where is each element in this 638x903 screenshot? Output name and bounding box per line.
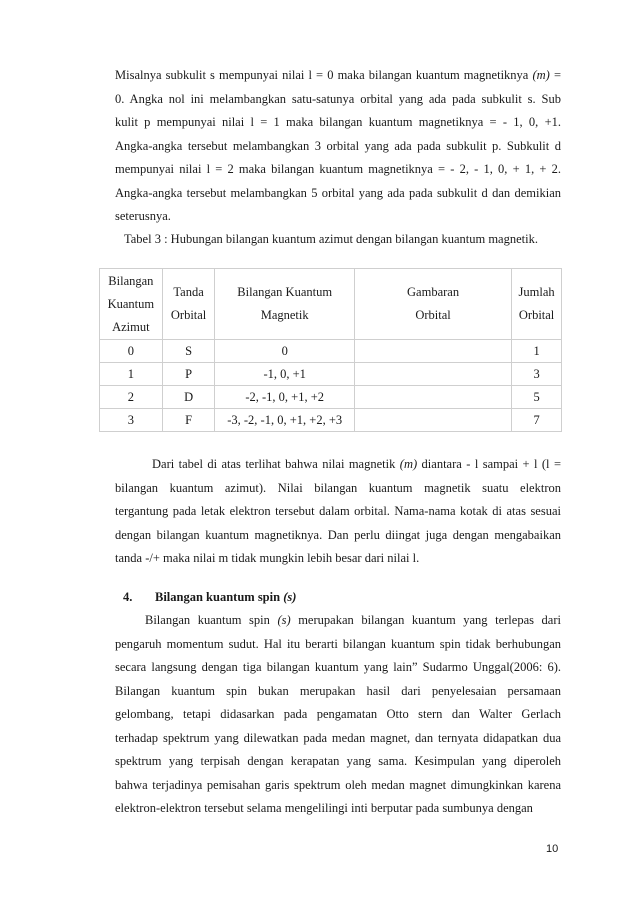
table-cell: 7 <box>512 409 562 432</box>
text-line: mempunyai nilai l = 2 maka bilangan kuantum magnetiknya = - 2, - 1, 0, + 1, + 2. <box>115 162 561 176</box>
table-cell: 3 <box>512 363 562 386</box>
table-cell: 0 <box>215 340 354 363</box>
table-caption: Tabel 3 : Hubungan bilangan kuantum azimut dengan bilangan kuantum magnetik. <box>124 232 538 246</box>
table-cell: 0 <box>100 340 163 363</box>
section-title: Bilangan kuantum spin (s) <box>155 590 297 604</box>
text-line: kulit p mempunyai nilai l = 1 maka bilangan kuantum magnetiknya = - 1, 0, +1. <box>115 115 561 129</box>
text-line: elektron-elektron tersebut selama mengelilingi inti berputar pada sumbunya dengan <box>115 801 533 815</box>
text-line: Dari tabel di atas terlihat bahwa nilai magnetik (m) diantara - l sampai + l (l = <box>152 457 561 471</box>
table-cell: 1 <box>512 340 562 363</box>
text-line: Angka-angka tersebut melambangkan 3 orbital yang ada pada subkulit p. Subkulit d <box>115 138 561 153</box>
header-azimuthal: Bilangan Kuantum Azimut <box>100 269 163 340</box>
text-line: pengaruh momentum sudut. Hal itu berarti bilangan kuantum spin tidak berhubungan <box>115 636 561 651</box>
header-orbital-picture: Gambaran Orbital <box>354 269 511 340</box>
table-cell: P <box>162 363 215 386</box>
header-orbital-count: Jumlah Orbital <box>512 269 562 340</box>
text-line: tergantung pada letak elektron tersebut dalam orbital. Nama-nama kotak di atas sesuai <box>115 504 561 518</box>
paragraph-magnetic-intro <box>115 64 561 229</box>
table-header-row <box>100 269 562 340</box>
text-line: terhadap spektrum yang dilewatkan pada medan magnet, dan ternyata didapatkan dua <box>115 730 561 745</box>
table-cell <box>354 363 511 386</box>
table-cell: 2 <box>100 386 163 409</box>
text-line: Bilangan kuantum spin bukan merupakan hasil dari penyelesaian persamaan <box>115 683 561 698</box>
page-number: 10 <box>546 843 559 855</box>
table-cell: 3 <box>100 409 163 432</box>
table-row <box>100 409 562 432</box>
text-line: bilangan kuantum azimut). Nilai bilangan kuantum magnetik suatu elektron <box>115 480 561 495</box>
table-cell <box>354 340 511 363</box>
header-magnetic: Bilangan Kuantum Magnetik <box>215 269 354 340</box>
paragraph-spin <box>115 609 561 821</box>
text-line: Bilangan kuantum spin (s) merupakan bilangan kuantum yang terlepas dari <box>145 613 561 627</box>
table-row <box>100 340 562 363</box>
text-line: 0. Angka nol ini melambangkan satu-satunya orbital yang ada pada subkulit s. Sub <box>115 91 561 106</box>
table-cell: F <box>162 409 215 432</box>
table-cell <box>354 409 511 432</box>
table-cell: -3, -2, -1, 0, +1, +2, +3 <box>215 409 354 432</box>
section-heading <box>123 590 296 605</box>
text-line: tanda -/+ maka nilai m tidak mungkin lebih besar dari nilai l. <box>115 551 420 565</box>
table-row <box>100 363 562 386</box>
table-cell: 5 <box>512 386 562 409</box>
table-cell: D <box>162 386 215 409</box>
text-line: bahwa terjadinya pemisahan garis spektrum oleh medan magnet dimungkinkan karena <box>115 777 561 792</box>
table-row <box>100 386 562 409</box>
text-line: seterusnya. <box>115 209 171 223</box>
table-cell: -2, -1, 0, +1, +2 <box>215 386 354 409</box>
table-cell <box>354 386 511 409</box>
section-number: 4. <box>123 590 133 604</box>
text-line: secara langsung dengan tiga bilangan kuantum yang lain” Sudarmo Unggal(2006: 6). <box>115 660 561 674</box>
text-line: Angka-angka tersebut melambangkan 5 orbital yang ada pada subkulit d dan demikian <box>115 185 561 200</box>
header-orbital-sign: Tanda Orbital <box>162 269 215 340</box>
text-line: Misalnya subkulit s mempunyai nilai l = 0 maka bilangan kuantum magnetiknya (m) = <box>115 68 561 82</box>
table-cell: 1 <box>100 363 163 386</box>
table-cell: S <box>162 340 215 363</box>
text-line: dengan bilangan kuantum magnetiknya. Dan perlu diingat juga dengan mengabaikan <box>115 527 561 542</box>
text-line: spektrum yang terpisah dengan kerapatan yang sama. Kesimpulan yang diperoleh <box>115 754 561 768</box>
paragraph-table-explanation <box>115 453 561 571</box>
table-cell: -1, 0, +1 <box>215 363 354 386</box>
quantum-number-table <box>99 268 562 432</box>
text-line: gelombang, tetapi didasarkan pada pengamatan Otto stern dan Walter Gerlach <box>115 707 561 721</box>
